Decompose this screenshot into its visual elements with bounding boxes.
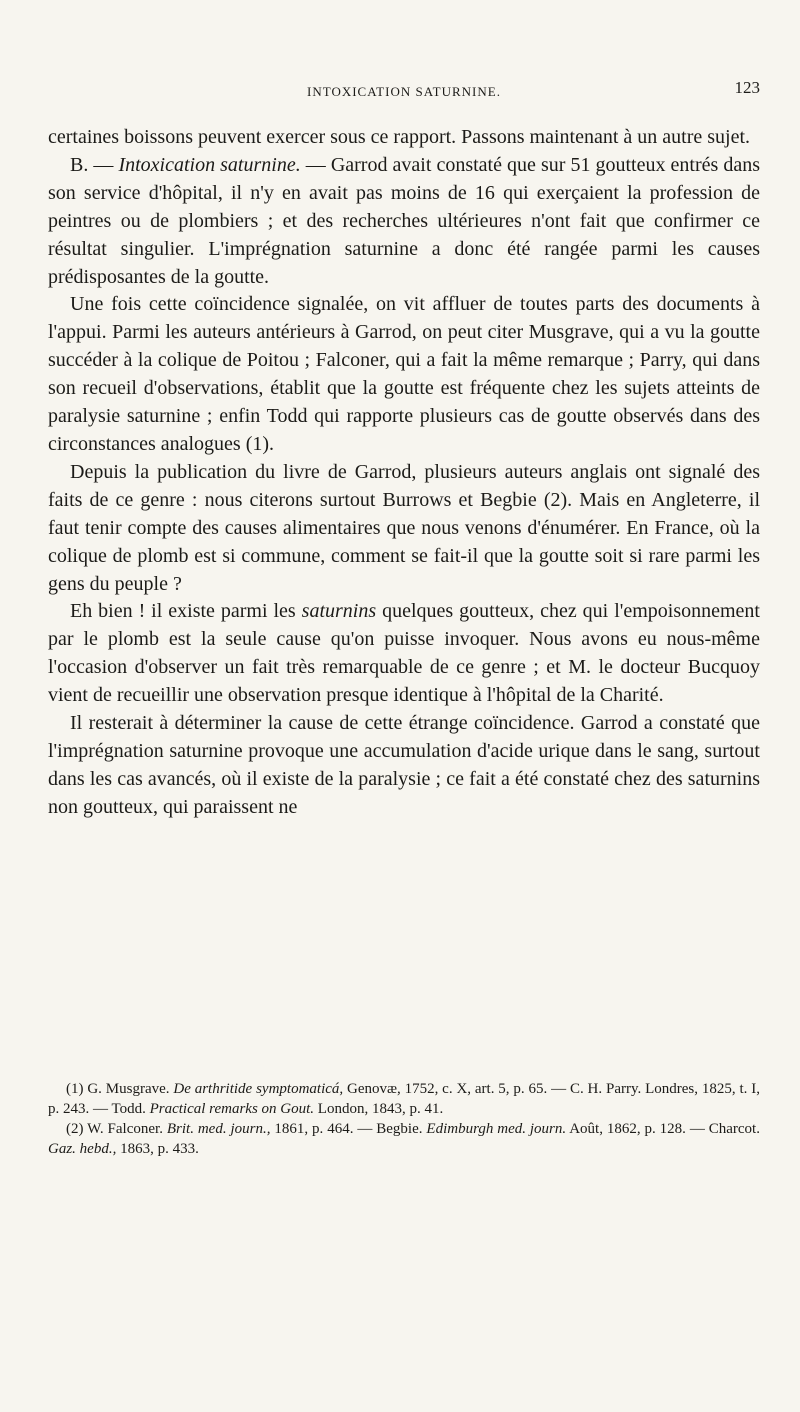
paragraph-2 — [48, 152, 760, 292]
paragraph-text: quelques goutteux, chez qui l'empoisonnement par le plomb est la seule cause qu'on puisse invoquer. Nous avons eu nous-même l'occasion d'observer un fait très remarquable de ce genre ; et M. le docteur Bucquoy vient de recueillir une observation presque identique à l'hôpital de la Charité. — [48, 600, 760, 707]
footnote-text: Août, 1862, p. 128. — Charcot. — [566, 1121, 760, 1137]
footnote-mark: (1) — [66, 1081, 88, 1097]
section-label: B. — — [70, 153, 119, 176]
footnote-2 — [48, 1119, 760, 1159]
footnote-title: Edimburgh med. journ. — [426, 1121, 567, 1137]
footnote-mark: (2) — [66, 1121, 88, 1137]
paragraph-text: Depuis la publication du livre de Garrod, plusieurs auteurs anglais ont signalé des faits de ce genre : nous citerons surtout Burrows et Begbie (2). Mais en Angleterre, il faut tenir compte des causes alimentaires que nous venons d'énumérer. En France, où la colique de plomb est si commune, comment se fait-il que la goutte soit si rare parmi les gens du peuple ? — [48, 460, 760, 595]
paragraph-3 — [48, 291, 760, 458]
emphasis: saturnins — [301, 600, 377, 623]
paragraph-text: Eh bien ! il existe parmi les — [70, 600, 302, 623]
body-text — [48, 124, 760, 822]
page-header — [48, 72, 760, 112]
paragraph-text: certaines boissons peuvent exercer sous ce rapport. Passons maintenant à un autre sujet. — [48, 126, 751, 148]
paragraph-text: — Garrod avait constaté que sur 51 goutteux entrés dans son service d'hôpital, il n'y en avait pas moins de 16 qui exerçaient la profession de peintres ou de plombiers ; et des recherches ultérieures n'ont fait que confirmer ce résultat singulier. L'imprégnation saturnine a donc été rangée parmi les causes prédisposantes de la goutte. — [48, 153, 761, 288]
footnotes — [48, 1079, 760, 1159]
footnote-text: Genovæ, 1752, c. X, art. 5, p. 65. — C. H. Parry. Londres, 1825, t. I, p. 243. — Todd. — [48, 1081, 760, 1117]
page-number: 123 — [734, 78, 760, 97]
footnote-title: Gaz. hebd., — [48, 1141, 117, 1157]
paragraph-1 — [48, 124, 760, 152]
paragraph-4 — [48, 459, 760, 599]
paragraph-text: Il resterait à déterminer la cause de cette étrange coïncidence. Garrod a constaté que l'imprégnation saturnine provoque une accumulation d'acide urique dans le sang, surtout dans les cas avancés, où il existe de la paralysie ; ce fait a été constaté chez des saturnins non goutteux, qui paraissent ne — [48, 712, 760, 818]
footnote-text: 1863, p. 433. — [116, 1141, 199, 1157]
footnote-text: G. Musgrave. — [87, 1081, 174, 1097]
footnote-text: 1861, p. 464. — Begbie. — [270, 1121, 427, 1137]
footnote-title: De arthritide symptomaticá, — [173, 1081, 344, 1097]
paragraph-6 — [48, 710, 760, 822]
section-title: Intoxication saturnine. — [118, 153, 301, 176]
footnote-text: London, 1843, p. 41. — [314, 1101, 444, 1117]
footnote-text: W. Falconer. — [87, 1121, 167, 1137]
footnote-1 — [48, 1079, 760, 1119]
footnote-title: Practical remarks on Gout. — [149, 1101, 315, 1117]
footnote-title: Brit. med. journ., — [166, 1121, 271, 1137]
running-head: INTOXICATION SATURNINE. — [307, 84, 501, 99]
paragraph-5 — [48, 598, 760, 710]
paragraph-text: Une fois cette coïncidence signalée, on vit affluer de toutes parts des documents à l'appui. Parmi les auteurs antérieurs à Garrod, on peut citer Musgrave, qui a vu la goutte succéder à la colique de Poitou ; Falconer, qui a fait la même remarque ; Parry, qui dans son recueil d'observations, établit que la goutte est fréquente chez les sujets atteints de paralysie saturnine ; enfin Todd qui rapporte plusieurs cas de goutte observés dans des circonstances analogues (1). — [48, 293, 760, 455]
